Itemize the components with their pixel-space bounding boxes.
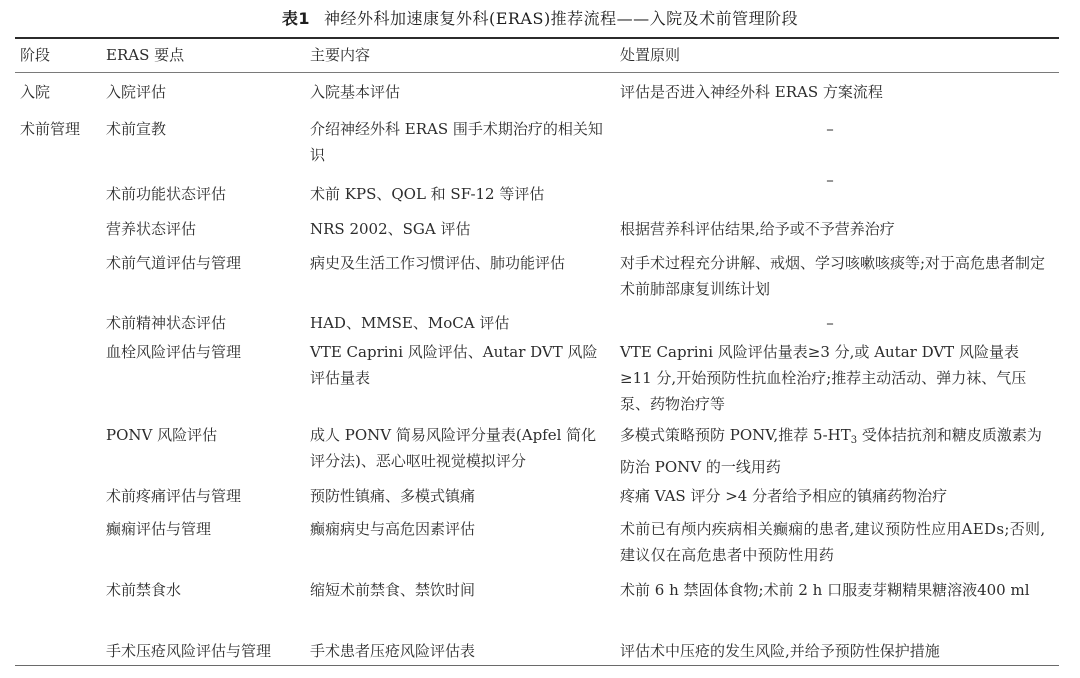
cell-point: PONV 风险评估 — [106, 426, 218, 444]
cell-principle: 评估术中压疮的发生风险,并给予预防性保护措施 — [620, 642, 940, 660]
cell-principle: – — [826, 120, 834, 138]
cell-content: 缩短术前禁食、禁饮时间 — [310, 581, 476, 599]
cell-content: VTE Caprini 风险评估、Autar DVT 风险评估量表 — [310, 343, 598, 387]
cell-principle: VTE Caprini 风险评估量表≥3 分,或 Autar DVT 风险量表≥11 分,开始预防性抗血栓治疗;推荐主动活动、弹力袜、气压泵、药物治疗等 — [620, 343, 1027, 413]
cell-point: 入院评估 — [106, 83, 167, 101]
table-number: 表1 — [281, 9, 310, 28]
cell-principle: – — [826, 314, 834, 332]
cell-point: 术前功能状态评估 — [106, 185, 227, 203]
cell-content: 手术患者压疮风险评估表 — [310, 642, 476, 660]
header-eras-point: ERAS 要点 — [106, 46, 185, 64]
principle-subscript: 3 — [850, 435, 858, 446]
cell-principle: 评估是否进入神经外科 ERAS 方案流程 — [620, 83, 883, 101]
cell-principle: – — [826, 171, 834, 189]
header-main-content: 主要内容 — [310, 46, 371, 64]
principle-text-b: 受体拮抗剂和糖皮质激素为防治 PONV 的一线用药 — [620, 426, 1042, 476]
cell-content: 术前 KPS、QOL 和 SF-12 等评估 — [310, 185, 545, 203]
cell-point: 术前气道评估与管理 — [106, 254, 242, 272]
cell-principle: 对手术过程充分讲解、戒烟、学习咳嗽咳痰等;对于高危患者制定术前肺部康复训练计划 — [620, 254, 1046, 298]
cell-point: 术前疼痛评估与管理 — [106, 487, 242, 505]
table-caption — [0, 6, 1080, 29]
cell-point: 术前禁食水 — [106, 581, 182, 599]
cell-principle: 根据营养科评估结果,给予或不予营养治疗 — [620, 220, 895, 238]
cell-principle: 术前已有颅内疾病相关癫痫的患者,建议预防性应用AEDs;否则,建议仅在高危患者中预防性用药 — [620, 520, 1046, 564]
cell-principle: 术前 6 h 禁固体食物;术前 2 h 口服麦芽糊精果糖溶液400 ml — [620, 581, 1030, 599]
cell-stage: 术前管理 — [20, 120, 81, 138]
cell-point: 手术压疮风险评估与管理 — [106, 642, 272, 660]
cell-content: 成人 PONV 简易风险评分量表(Apfel 简化评分法)、恶心呕吐视觉模拟评分 — [310, 426, 597, 470]
header-principle: 处置原则 — [620, 46, 681, 64]
cell-content: 介绍神经外科 ERAS 围手术期治疗的相关知识 — [310, 120, 603, 164]
cell-content: 癫痫病史与高危因素评估 — [310, 520, 476, 538]
cell-point: 癫痫评估与管理 — [106, 520, 212, 538]
cell-principle: 疼痛 VAS 评分 >4 分者给予相应的镇痛药物治疗 — [620, 487, 948, 505]
cell-content: NRS 2002、SGA 评估 — [310, 220, 471, 238]
header-stage: 阶段 — [20, 46, 51, 64]
cell-content: HAD、MMSE、MoCA 评估 — [310, 314, 510, 332]
header-rule — [15, 72, 1059, 73]
cell-content: 预防性镇痛、多模式镇痛 — [310, 487, 476, 505]
principle-text-a: 多模式策略预防 PONV,推荐 5-HT — [620, 426, 851, 444]
table-title: 神经外科加速康复外科(ERAS)推荐流程——入院及术前管理阶段 — [323, 9, 799, 28]
bottom-rule — [15, 665, 1059, 666]
cell-stage: 入院 — [20, 83, 51, 101]
cell-point: 术前精神状态评估 — [106, 314, 227, 332]
cell-point: 血栓风险评估与管理 — [106, 343, 242, 361]
cell-point: 营养状态评估 — [106, 220, 197, 238]
cell-point: 术前宣教 — [106, 120, 167, 138]
cell-content: 入院基本评估 — [310, 83, 401, 101]
cell-content: 病史及生活工作习惯评估、肺功能评估 — [310, 254, 566, 272]
cell-principle — [620, 422, 1048, 480]
top-rule — [15, 37, 1059, 39]
